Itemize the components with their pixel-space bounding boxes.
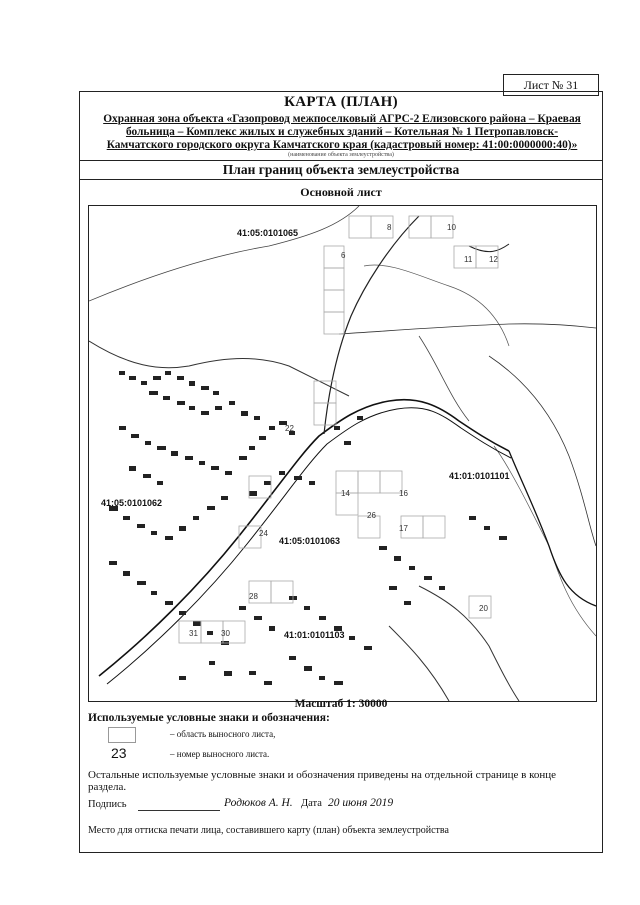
sheet-num: 8 [387,223,392,232]
sheet-num: 14 [341,489,350,498]
section-title: План границ объекта землеустройства [222,162,460,177]
sheet-num: 28 [249,592,258,601]
sheet-num: 26 [367,511,376,520]
map-heading: Основной лист [300,185,382,199]
sheet-num: 10 [447,223,456,232]
sheet-num: 20 [479,604,488,613]
date-label: Дата [301,798,322,809]
sheet-num: 31 [189,629,198,638]
map-scale: Масштаб 1: 30000 [294,698,388,710]
divider [80,160,602,161]
stamp-place: Место для оттиска печати лица, составившего карту (план) объекта землеустройства [88,825,449,836]
map-drawing [89,206,596,701]
object-name: Охранная зона объекта «Газопровод межпоселковый АГРС-2 Елизовского района – Краевая больница – Комплекс жилых и служебных зданий – Котельная № 1 Петропавловск-Камчатского городского округа Камчатского края (кадастровый номер: 41:00:0000000:40)» [103,113,581,151]
sheet-number-tag: Лист № 31 [503,74,599,96]
signature-label: Подпись [88,799,127,810]
cadastral-label: 41:05:0101062 [101,498,163,508]
legend-number-sample: 23 [111,745,127,761]
legend-number-text: – номер выносного листа. [170,749,270,759]
sheet-num: 24 [259,529,268,538]
signatory-name: Родюков А. Н. [224,797,293,809]
signature-line [138,810,220,811]
sheet-num: 12 [489,255,498,264]
object-name-caption: (наименование объекта землеустройства) [288,152,394,158]
legend-area-text: – область выносного листа, [170,729,276,739]
document-title: КАРТА (ПЛАН) [284,94,398,110]
sheet-num: 16 [399,489,408,498]
sheet-num: 11 [464,255,473,264]
divider [80,179,602,180]
sheet-num: 17 [399,524,408,533]
signature-date: 20 июня 2019 [328,797,394,809]
sheet-num: 6 [341,251,346,260]
cadastral-label: 41:01:0101101 [449,471,510,481]
other-signs-note: Остальные используемые условные знаки и обозначения приведены на отдельной странице в конце раздела. [88,769,557,793]
cadastral-label: 41:05:0101065 [237,228,299,238]
legend-area-swatch [108,727,136,743]
cadastral-label: 41:01:0101103 [284,630,345,640]
cadastral-label: 41:05:0101063 [279,536,341,546]
document-frame [79,91,603,853]
sheet-num: 22 [285,424,294,433]
legend-heading: Используемые условные знаки и обозначения: [88,712,330,724]
cadastral-map [88,205,597,702]
sheet-num: 30 [221,629,230,638]
